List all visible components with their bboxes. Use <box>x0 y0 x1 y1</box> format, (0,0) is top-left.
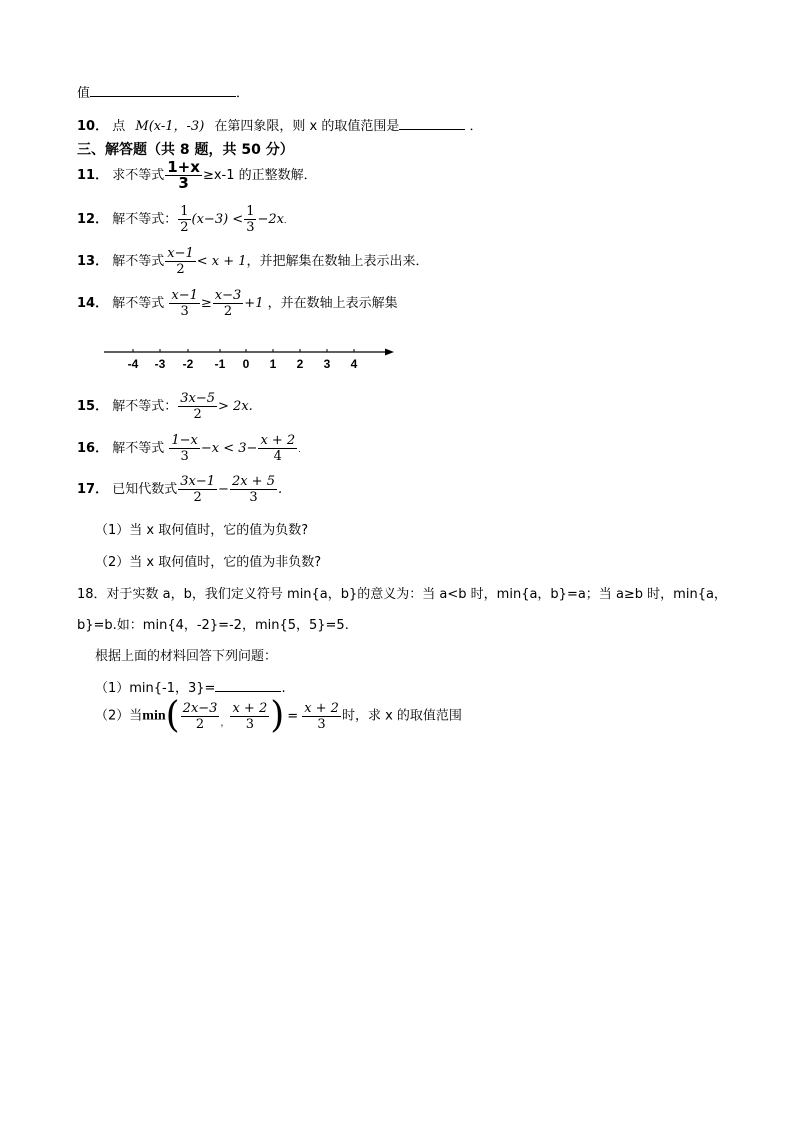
q11-text-a: 求不等式 <box>112 168 165 183</box>
q13-fraction <box>165 246 196 277</box>
q16-middle: −x < 3− <box>200 441 258 456</box>
number-line-tick-label: 2 <box>296 357 304 371</box>
q17-number: 17． <box>77 482 109 497</box>
q11-number: 11． <box>77 168 109 183</box>
number-line-tick-label: 4 <box>350 357 358 371</box>
q16-fraction-1 <box>169 433 200 464</box>
q13-text-b: ，并把解集在数轴上表示出来． <box>246 254 429 269</box>
q18-part-1-blank[interactable] <box>215 679 281 692</box>
q18-part-1-period: . <box>281 681 286 696</box>
q17-text-a: 已知代数式 <box>112 482 178 497</box>
number-line-tick-label: -4 <box>127 357 139 371</box>
q16-text-a: 解不等式 <box>112 441 165 456</box>
q18-text-1: 18．对于实数 a，b，我们定义符号 min{a，b}的意义为：当 a<b 时，min{a，b}=a；当 a≥b 时，min{a， <box>77 587 727 602</box>
q18-f2-denominator: 3 <box>245 716 254 732</box>
q18-part-2 <box>95 695 462 736</box>
number-line-tick-label: -3 <box>154 357 166 371</box>
q17-end: . <box>277 482 283 497</box>
q13-text-a: 解不等式 <box>112 254 165 269</box>
q18-right-paren: ) <box>270 695 285 736</box>
q17-f1-numerator: 3x−1 <box>180 474 216 489</box>
q12-f1-denominator: 2 <box>180 220 189 235</box>
q17-part-1: （1）当 x 取何值时，它的值为负数? <box>95 523 309 538</box>
q10-number: 10． <box>77 119 109 134</box>
q18-fraction-3 <box>302 701 341 732</box>
q16-number: 16． <box>77 441 109 456</box>
q9-answer-line <box>77 82 249 101</box>
q14-number: 14． <box>77 296 109 311</box>
q17-f2-numerator: 2x + 5 <box>231 474 275 489</box>
number-line-tick-label: -1 <box>214 357 226 371</box>
q12-fraction-1 <box>178 204 190 235</box>
q18-f1-denominator: 2 <box>195 716 205 732</box>
q12-end: −2x <box>257 212 284 227</box>
q16-f2-denominator: 4 <box>273 449 282 464</box>
q10-period: ． <box>469 119 483 134</box>
q15-number: 15． <box>77 399 109 414</box>
question-12 <box>77 204 292 235</box>
q14-f1-denominator: 3 <box>180 304 189 319</box>
q10-point: M(x-1，-3) <box>135 119 205 134</box>
q14-text-a: 解不等式 <box>112 296 165 311</box>
q15-denominator: 2 <box>193 407 202 422</box>
q9-tail-text: 值 <box>77 86 91 101</box>
question-14 <box>77 288 398 319</box>
q18-equals: = <box>287 708 299 724</box>
question-10 <box>77 115 483 134</box>
q11-text-b: ≥x-1 的正整数解． <box>202 168 317 183</box>
q12-dot: ． <box>283 216 292 225</box>
q12-number: 12． <box>77 212 109 227</box>
q12-f2-numerator: 1 <box>246 204 255 219</box>
q17-f2-denominator: 3 <box>249 490 258 505</box>
section-3-heading: 三、解答题（共 8 题，共 50 分） <box>77 142 294 158</box>
q17-f1-denominator: 2 <box>193 490 202 505</box>
q9-period: ． <box>236 86 250 101</box>
q18-f3-denominator: 3 <box>317 716 326 732</box>
q18-line-1 <box>77 583 727 602</box>
number-line-tick-label: 1 <box>269 357 277 371</box>
q16-f2-numerator: x + 2 <box>260 433 296 448</box>
q18-fraction-2 <box>230 701 269 732</box>
question-16 <box>77 433 306 464</box>
q18-min-keyword: min <box>142 708 166 724</box>
q18-left-paren: ( <box>165 695 180 736</box>
q14-fraction-1 <box>169 288 200 319</box>
question-17 <box>77 474 282 505</box>
q17-middle: − <box>218 482 229 497</box>
q14-text-b: ，并在数轴上表示解集 <box>267 296 398 311</box>
q16-dot: ． <box>298 445 307 454</box>
q16-f1-denominator: 3 <box>180 449 189 464</box>
q12-f1-numerator: 1 <box>180 204 189 219</box>
q18-f2-numerator: x + 2 <box>232 700 268 716</box>
q14-end: +1 <box>244 296 264 311</box>
q18-fraction-1 <box>181 701 220 732</box>
q18-part-2-text-a: （2）当 <box>95 708 143 724</box>
number-line-tick-label: 3 <box>323 357 331 371</box>
q15-end: > 2x. <box>218 399 253 414</box>
number-line <box>100 340 400 374</box>
q17-part-2: （2）当 x 取何值时，它的值为非负数? <box>95 555 322 570</box>
q11-numerator: 1+x <box>167 158 200 176</box>
q15-text-a: 解不等式： <box>112 399 178 414</box>
q14-middle: ≥ <box>200 296 212 311</box>
number-line-arrow <box>385 349 394 356</box>
q18-f3-numerator: x + 2 <box>304 700 339 716</box>
q12-f2-denominator: 3 <box>246 220 255 235</box>
number-line-tick-label: -2 <box>182 357 194 371</box>
q16-f1-numerator: 1−x <box>171 433 198 448</box>
q14-f2-numerator: x−3 <box>214 288 242 303</box>
question-11 <box>77 160 317 191</box>
q14-f1-numerator: x−1 <box>171 288 198 303</box>
q14-fraction-2 <box>213 288 244 319</box>
q18-part-1-text: （1）min{-1，3}= <box>95 681 216 696</box>
q12-fraction-2 <box>244 204 256 235</box>
q18-part-1 <box>95 677 286 696</box>
number-line-tick-label: 0 <box>242 357 250 371</box>
q15-numerator: 3x−5 <box>180 391 216 406</box>
question-13 <box>77 246 429 277</box>
q18-line-3: 根据上面的材料回答下列问题： <box>95 649 278 664</box>
q12-text-a: 解不等式： <box>112 212 178 227</box>
q13-denominator: 2 <box>176 262 185 277</box>
q18-part-2-text-b: 时，求 x 的取值范围 <box>341 708 462 724</box>
q15-fraction <box>178 391 217 422</box>
q18-line-2: b}=b.如：min{4，-2}=-2，min{5，5}=5. <box>77 618 349 633</box>
q18-comma: ， <box>220 718 230 729</box>
q13-numerator: x−1 <box>167 246 194 261</box>
q16-fraction-2 <box>258 433 297 464</box>
q17-fraction-1 <box>178 474 217 505</box>
q11-fraction <box>165 160 202 191</box>
q10-answer-blank[interactable] <box>399 117 465 130</box>
q12-middle: (x−3) < <box>191 212 244 227</box>
q18-f1-numerator: 2x−3 <box>182 700 218 716</box>
question-15 <box>77 391 253 422</box>
q10-text-b: 在第四象限，则 x 的取值范围是 <box>214 119 400 134</box>
q13-number: 13． <box>77 254 109 269</box>
q13-middle: < x + 1 <box>196 254 247 269</box>
q11-denominator: 3 <box>178 174 189 192</box>
q10-text-a: 点 <box>112 119 126 134</box>
q17-fraction-2 <box>230 474 277 505</box>
q14-f2-denominator: 2 <box>223 304 233 319</box>
q9-answer-blank[interactable] <box>90 84 236 97</box>
